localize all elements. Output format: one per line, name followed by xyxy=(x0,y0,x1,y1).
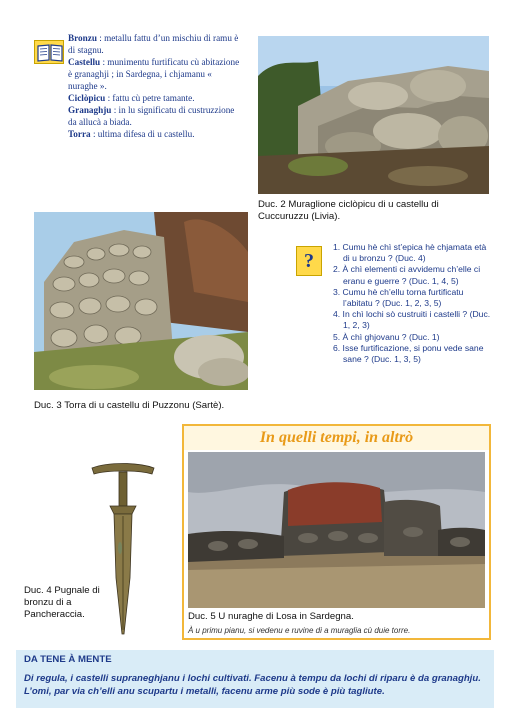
question-item: 5. À chì ghjovanu ? (Duc. 1) xyxy=(333,331,440,342)
glossary-def: : fattu cù petre tamante. xyxy=(105,93,195,103)
caption-doc4: Duc. 4 Pugnale di bronzu di a Pancheraccia. xyxy=(24,585,100,620)
glossary-entry xyxy=(68,104,240,128)
glossary-box xyxy=(24,28,240,156)
question-item: 2. À chì elementi ci avvidemu ch’elle ci eranu e guerre ? (Duc. 1, 4, 5) xyxy=(333,264,481,286)
photo-nuraghe-losa xyxy=(188,452,485,608)
questions-list xyxy=(333,242,493,365)
photo-tower-puzzonu xyxy=(34,212,248,390)
glossary-term: Bronzu xyxy=(68,33,97,43)
question-item: 4. In chì lochi sò custruiti i castelli ? (Duc. 1, 2, 3) xyxy=(333,309,491,331)
glossary-def: : munimentu furtificatu cù abitazione è granaghji ; in Sardegna, i chjamanu « nuraghe ». xyxy=(68,57,240,91)
glossary-entry xyxy=(68,128,240,140)
photo-cyclopean-wall xyxy=(258,36,489,194)
glossary-term: Granaghju xyxy=(68,105,112,115)
frame-title: In quelli tempi, in altrò xyxy=(184,426,489,450)
glossary-entry xyxy=(68,32,240,56)
book-icon xyxy=(34,40,64,64)
question-item: 1. Cumu hè chì st’epica hè chjamata età di u bronzu ? (Duc. 4) xyxy=(333,242,487,264)
question-item: 3. Cumu hè ch’ellu torna furtificatu l’abitatu ? (Duc. 1, 2, 3, 5) xyxy=(333,286,464,309)
question-icon xyxy=(296,246,322,276)
glossary-entry xyxy=(68,56,240,92)
caption-doc3: Duc. 3 Torra di u castellu di Puzzonu (Sartè). xyxy=(34,400,225,411)
question-item: 6. Isse furtificazione, si ponu vede sane sane ? (Duc. 1, 3, 5) xyxy=(333,342,484,365)
question-icon-glyph: ? xyxy=(304,250,314,272)
glossary-def: : ultima difesa di u castellu. xyxy=(90,129,195,139)
remember-box xyxy=(16,650,494,708)
remember-title: DA TENE À MENTE xyxy=(24,654,112,665)
glossary-term: Ciclòpicu xyxy=(68,93,106,103)
remember-text: Di regula, i castelli supraneghjanu i lochi cultivati. Facenu à tempu da lochi di riparu è da granaghju. L’omi, par via ch’elli anu scupartu i metalli, facenu arme più sode è più tagliute. xyxy=(24,673,481,697)
glossary-def: : in lu significatu di custruzzione da allucà a biada. xyxy=(68,105,235,127)
caption-doc5-detail: À u primu pianu, si vedenu e ruvine di a muraglia cù duie torre. xyxy=(188,626,411,635)
caption-doc2: Duc. 2 Muraglione ciclòpicu di u castellu di Cuccuruzzu (Livia). xyxy=(258,199,439,222)
glossary-term: Torra xyxy=(68,129,91,139)
glossary-def: : metallu fattu d’un mischiu di ramu è di stagnu. xyxy=(68,33,239,55)
glossary-term: Castellu xyxy=(68,57,101,67)
caption-doc5: Duc. 5 U nuraghe di Losa in Sardegna. xyxy=(188,611,354,622)
glossary-entry xyxy=(68,92,240,104)
glossary-text xyxy=(68,32,240,140)
